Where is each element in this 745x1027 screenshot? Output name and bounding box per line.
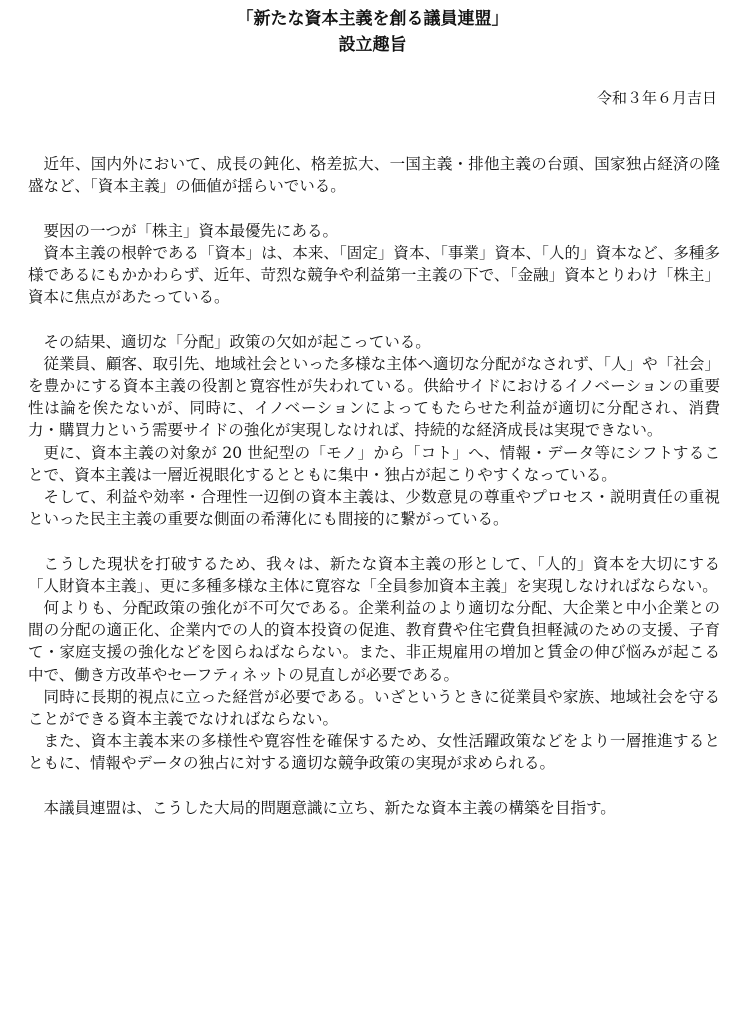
section-gap [28,530,720,552]
paragraph: 要因の一つが「株主」資本最優先にある。 [43,221,339,240]
paragraph: 本議員連盟は、こうした大局的問題意識に立ち、新たな資本主義の構築を目指す。 [43,798,616,817]
paragraph: その結果、適切な「分配」政策の欠如が起こっている。 [43,332,431,351]
paragraph: こうした現状を打破するため、我々は、新たな資本主義の形として、「人的」資本を大切にする「人財資本主義」、更に多種多様な主体に寛容な「全員参加資本主義」を実現しなければならない。 [28,554,720,595]
paragraph: そして、利益や効率・合理性一辺倒の資本主義は、少数意見の尊重やプロセス・説明責任の重視といった民主主義の重要な側面の希薄化にも間接的に繋がっている。 [28,488,720,529]
section-gap [28,775,720,797]
paragraph: 近年、国内外において、成長の鈍化、格差拡大、一国主義・排他主義の台頭、国家独占経済の隆盛など、「資本主義」の価値が揺らいでいる。 [28,155,720,196]
paragraph: 従業員、顧客、取引先、地域社会といった多様な主体へ適切な分配がなされず、「人」や「社会」を豊かにする資本主義の役割と寛容性が失われている。供給サイドにおけるイノベーションの重要性は論を俟たないが、同時に、イノベーションによってもたらせた利益が適切に分配され、消費力・購買力という需要サイドの強化が実現しなければ、持続的な経済成長は実現できない。 [28,354,720,440]
paragraph: 何よりも、分配政策の強化が不可欠である。企業利益のより適切な分配、大企業と中小企業との間の分配の適正化、企業内での人的資本投資の促進、教育費や住宅費負担軽減のための支援、子育て・家庭支援の強化などを図らねばならない。また、非正規雇用の増加と賃金の伸び悩みが起こる中で、働き方改革やセーフティネットの見直しが必要である。 [28,599,720,684]
section-gap [28,197,720,219]
paragraph: 更に、資本主義の対象が 20 世紀型の「モノ」から「コト」へ、情報・データ等にシフトすることで、資本主義は一層近視眼化するとともに集中・独占が起こりやすくなっている。 [28,443,720,484]
section-gap [28,308,720,330]
document-date: 令和３年６月吉日 [596,89,717,107]
title-block [0,6,745,58]
document-body [28,153,720,819]
document-subtitle: 設立趣旨 [338,35,407,55]
paragraph: 同時に長期的視点に立った経営が必要である。いざというときに従業員や家族、地域社会を守ることができる資本主義でなければならない。 [28,687,720,729]
document-title: 「新たな資本主義を創る議員連盟」 [236,9,509,29]
paragraph: また、資本主義本来の多様性や寛容性を確保するため、女性活躍政策などをより一層推進するとともに、情報やデータの独占に対する適切な競争政策の実現が求められる。 [28,732,720,773]
paragraph: 資本主義の根幹である「資本」は、本来、「固定」資本、「事業」資本、「人的」資本など、多種多様であるにもかかわらず、近年、苛烈な競争や利益第一主義の下で、「金融」資本とりわけ「株主」資本に焦点があたっている。 [28,243,720,307]
